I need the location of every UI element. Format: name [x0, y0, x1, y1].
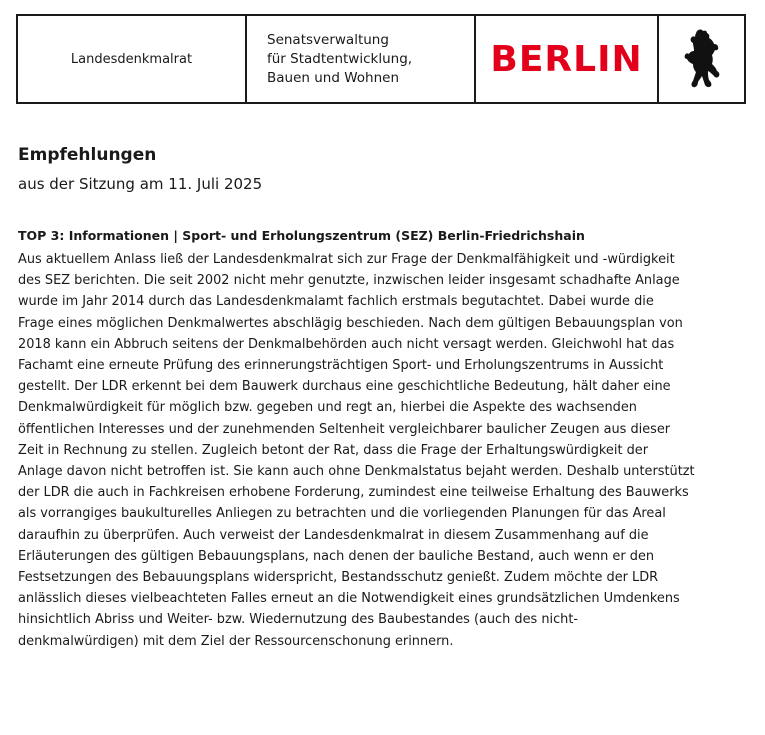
paragraph-line: Anlage davon nicht betroffen ist. Sie kann auch ohne Denkmalstatus bejaht werden. Deshalb unterstützt [18, 464, 695, 480]
paragraph-line: Zeit in Rechnung zu stellen. Zugleich betont der Rat, dass die Frage der Erhaltungswürdigkeit der [18, 442, 649, 458]
senat-line-3: Bauen und Wohnen [267, 69, 400, 86]
landesdenkmalrat-label: Landesdenkmalrat [70, 51, 193, 67]
recommendation-paragraph [18, 249, 753, 652]
paragraph-line: hinsichtlich Abriss und Weiter- bzw. Wiedernutzung des Baubestandes (auch des nicht- [18, 612, 579, 628]
paragraph-line: 2018 kann ein Abbruch seitens der Denkmalbehörden auch nicht versagt werden. Gleichwohl hat das [18, 336, 675, 352]
bear-cell [659, 16, 744, 102]
paragraph-line: wurde im Jahr 2014 durch das Landesdenkmalamt fachlich erstmals begutachtet. Dabei wurde die [18, 294, 654, 310]
paragraph-line: gestellt. Der LDR erkennt bei dem Bauwerk durchaus eine geschichtliche Bedeutung, hält daher eine [18, 379, 671, 395]
paragraph-line: Erläuterungen des gültigen Bebauungsplans, nach denen der bauliche Bestand, auch wenn er den [18, 548, 655, 564]
paragraph-line: des SEZ berichten. Die seit 2002 nicht mehr genutzte, inzwischen leider insgesamt schadhafte Anlage [18, 273, 680, 289]
document-body [18, 140, 753, 652]
paragraph-line: Denkmalwürdigkeit für möglich bzw. gegeben und regt an, hierbei die Aspekte des wachsenden [18, 400, 637, 416]
page-title: Empfehlungen [18, 145, 157, 165]
senatsverwaltung-cell [247, 16, 476, 102]
paragraph-line: der LDR die auch in Fachkreisen erhobene Forderung, zumindest eine teilweise Erhaltung des Bauwerks [18, 485, 689, 501]
senat-line-2: für Stadtentwicklung, [267, 50, 413, 67]
senatsverwaltung-label [267, 31, 412, 88]
senat-line-1: Senatsverwaltung [267, 31, 389, 48]
landesdenkmalrat-cell [18, 16, 247, 102]
agenda-item-heading: TOP 3: Informationen | Sport- und Erholungszentrum (SEZ) Berlin-Friedrichshain [18, 228, 585, 243]
paragraph-line: öffentlichen Interesses und der zunehmenden Seltenheit vergleichbarer baulicher Zeugen aus dieser [18, 421, 671, 437]
letterhead [16, 14, 746, 104]
paragraph-line: Fachamt eine erneute Prüfung des erinnerungsträchtigen Sport- und Erholungszentrums in Aussicht [18, 358, 664, 374]
berlin-bear-icon [684, 28, 720, 90]
berlin-wordmark: BERLIN [490, 38, 643, 80]
paragraph-line: anlässlich dieses vielbeachteten Falles erneut an die Notwendigkeit eines grundsätzlichen Umdenkens [18, 591, 680, 607]
paragraph-line: Festsetzungen des Bebauungsplans widerspricht, Bestandsschutz genießt. Zudem möchte der LDR [18, 570, 659, 586]
berlin-logo-cell [476, 16, 659, 102]
paragraph-line: denkmalwürdigen) mit dem Ziel der Ressourcenschonung erinnern. [18, 633, 454, 649]
session-subtitle: aus der Sitzung am 11. Juli 2025 [18, 175, 263, 193]
paragraph-line: Frage eines möglichen Denkmalwertes abschlägig beschieden. Nach dem gültigen Bebauungsplan von [18, 315, 683, 331]
paragraph-line: als vorrangiges baukulturelles Anliegen zu betrachten und die vorliegenden Planungen für das Areal [18, 506, 666, 522]
paragraph-line: Aus aktuellem Anlass ließ der Landesdenkmalrat sich zur Frage der Denkmalfähigkeit und -würdigkeit [18, 252, 675, 267]
paragraph-line: daraufhin zu überprüfen. Auch verweist der Landesdenkmalrat in diesem Zusammenhang auf die [18, 527, 649, 543]
